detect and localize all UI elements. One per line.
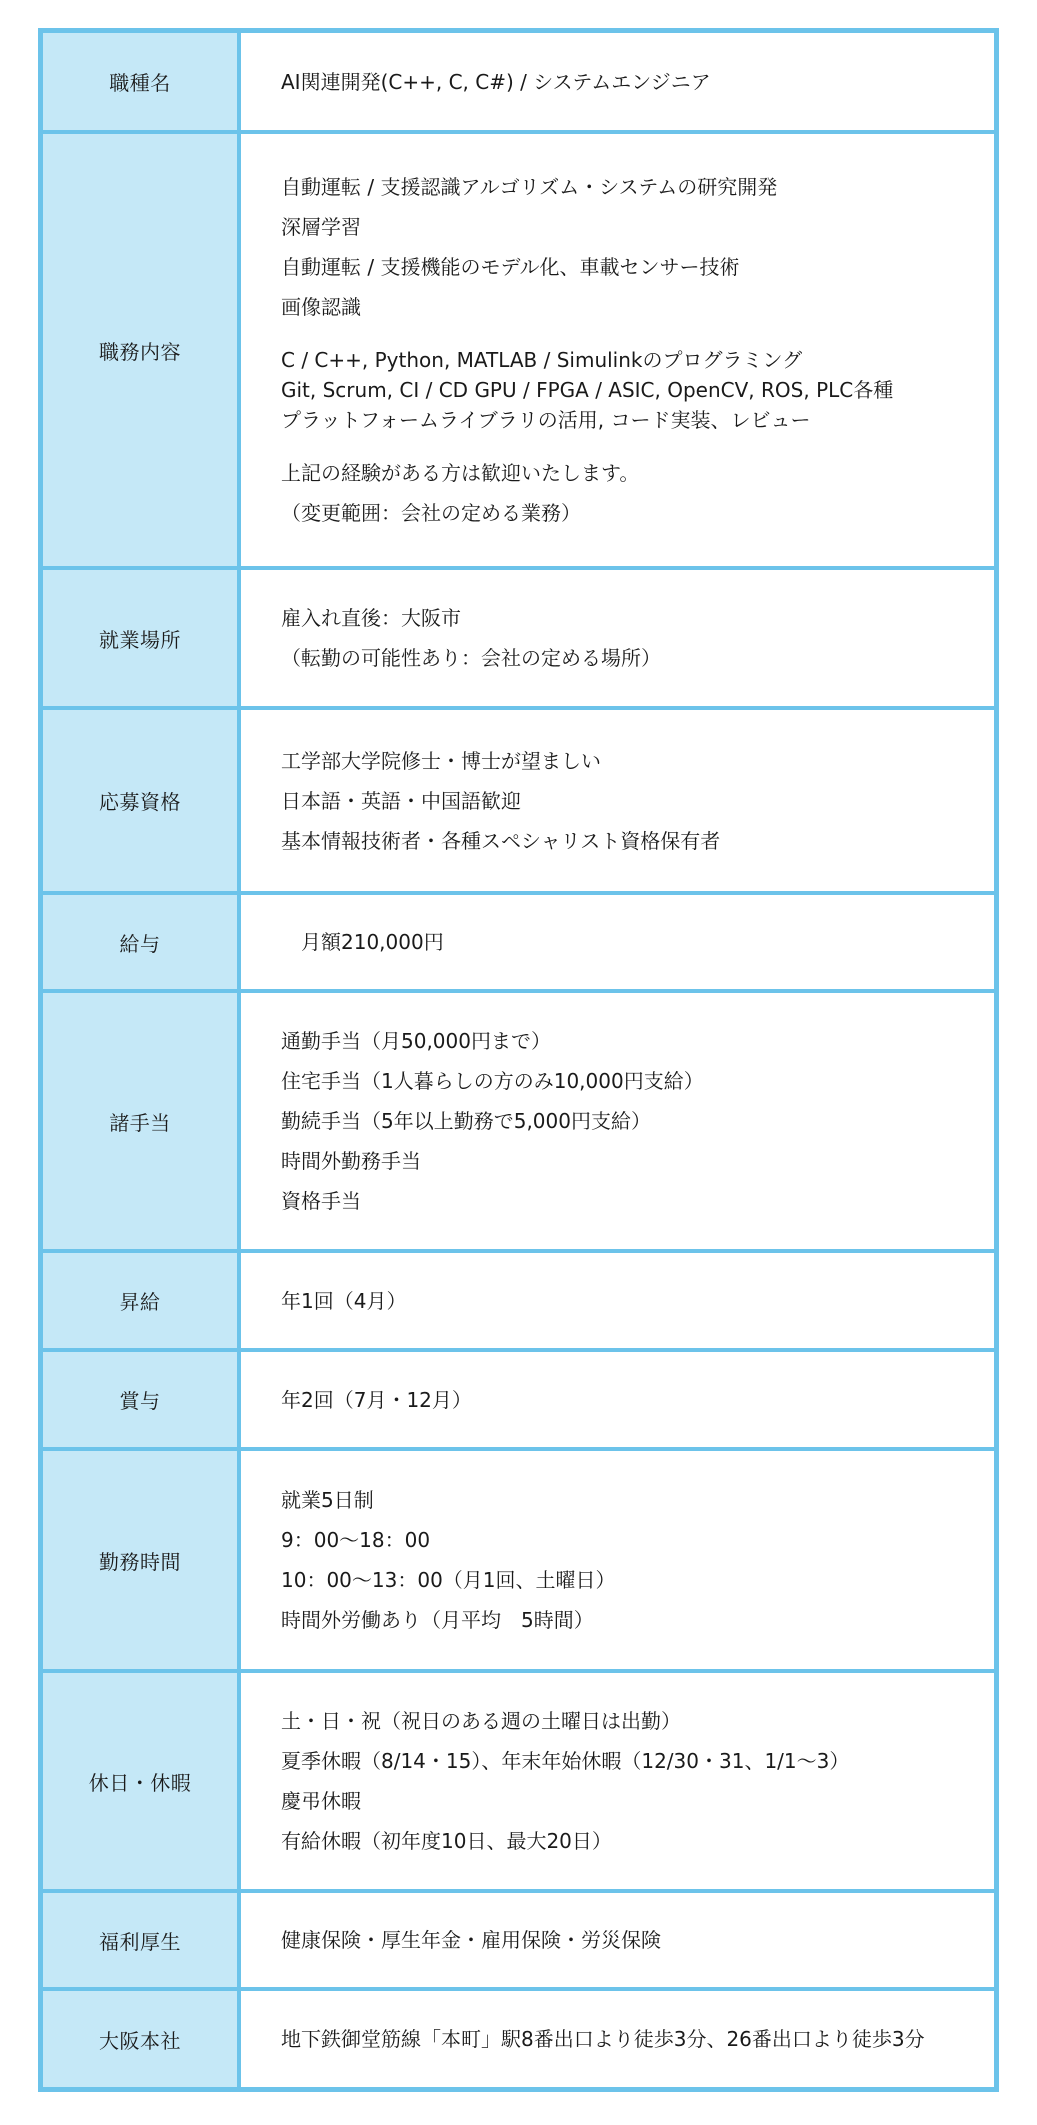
benefits-value: 健康保険・厚生年金・雇用保険・労災保険 bbox=[281, 1928, 661, 1952]
row-pay-raise bbox=[43, 1249, 994, 1348]
row-content bbox=[241, 1991, 994, 2087]
description-line: 画像認識 bbox=[281, 295, 361, 319]
salary-value: 月額210,000円 bbox=[301, 930, 444, 954]
row-content bbox=[241, 1451, 994, 1669]
bonus-value: 年2回（7月・12月） bbox=[281, 1387, 472, 1412]
row-holidays bbox=[43, 1669, 994, 1889]
qualification-line: 基本情報技術者・各種スペシャリスト資格保有者 bbox=[281, 828, 721, 853]
row-label: 応募資格 bbox=[43, 710, 241, 891]
row-content bbox=[241, 134, 994, 566]
job-title-value: AI関連開発(C++, C, C#) / システムエンジニア bbox=[281, 69, 711, 94]
row-content bbox=[241, 993, 994, 1249]
access-value: 地下鉄御堂筋線「本町」駅8番出口より徒歩3分、26番出口より徒歩3分 bbox=[281, 2027, 925, 2051]
row-benefits bbox=[43, 1889, 994, 1987]
spacer bbox=[281, 435, 994, 453]
row-label: 福利厚生 bbox=[43, 1893, 241, 1987]
row-job-description bbox=[43, 130, 994, 566]
row-label: 勤務時間 bbox=[43, 1451, 241, 1669]
allowance-line: 資格手当 bbox=[281, 1189, 361, 1213]
job-details-table bbox=[38, 28, 999, 2092]
holiday-line: 有給休暇（初年度10日、最大20日） bbox=[281, 1829, 612, 1853]
note-line: 上記の経験がある方は歓迎いたします。 bbox=[281, 461, 640, 485]
holiday-line: 夏季休暇（8/14・15）、年末年始休暇（12/30・31、1/1〜3） bbox=[281, 1749, 850, 1773]
row-label: 休日・休暇 bbox=[43, 1673, 241, 1889]
row-label: 職務内容 bbox=[43, 134, 241, 566]
row-label: 大阪本社 bbox=[43, 1991, 241, 2087]
row-work-location bbox=[43, 566, 994, 706]
row-content bbox=[241, 895, 994, 989]
hours-line: 10：00〜13：00（月1回、土曜日） bbox=[281, 1568, 616, 1592]
row-label: 職種名 bbox=[43, 33, 241, 130]
hours-line: 就業5日制 bbox=[281, 1488, 374, 1512]
hours-line: 9：00〜18：00 bbox=[281, 1528, 431, 1552]
location-line: （転勤の可能性あり：会社の定める場所） bbox=[281, 646, 661, 670]
row-working-hours bbox=[43, 1447, 994, 1669]
row-content bbox=[241, 710, 994, 891]
row-osaka-headquarters bbox=[43, 1987, 994, 2087]
row-allowances bbox=[43, 989, 994, 1249]
row-bonus bbox=[43, 1348, 994, 1447]
note-line: （変更範囲：会社の定める業務） bbox=[281, 501, 581, 525]
row-qualifications bbox=[43, 706, 994, 891]
skills-line: C / C++, Python, MATLAB / Simulinkのプログラミング bbox=[281, 348, 803, 372]
pay-raise-value: 年1回（4月） bbox=[281, 1288, 407, 1313]
allowance-line: 時間外勤務手当 bbox=[281, 1149, 421, 1173]
holiday-line: 慶弔休暇 bbox=[281, 1789, 361, 1813]
row-content bbox=[241, 1673, 994, 1889]
allowance-line: 住宅手当（1人暮らしの方のみ10,000円支給） bbox=[281, 1069, 704, 1093]
qualification-line: 工学部大学院修士・博士が望ましい bbox=[281, 748, 601, 773]
row-salary bbox=[43, 891, 994, 989]
row-label: 昇給 bbox=[43, 1253, 241, 1348]
holiday-line: 土・日・祝（祝日のある週の土曜日は出勤） bbox=[281, 1709, 681, 1733]
row-content bbox=[241, 1893, 994, 1987]
row-content bbox=[241, 1253, 994, 1348]
allowance-line: 勤続手当（5年以上勤務で5,000円支給） bbox=[281, 1109, 651, 1133]
description-line: 自動運転 / 支援機能のモデル化、車載センサー技術 bbox=[281, 255, 740, 279]
qualification-line: 日本語・英語・中国語歓迎 bbox=[281, 788, 521, 813]
row-job-title bbox=[43, 33, 994, 130]
row-content bbox=[241, 570, 994, 706]
description-line: 自動運転 / 支援認識アルゴリズム・システムの研究開発 bbox=[281, 175, 778, 199]
location-line: 雇入れ直後：大阪市 bbox=[281, 606, 461, 630]
row-content bbox=[241, 33, 994, 130]
hours-line: 時間外労働あり（月平均 5時間） bbox=[281, 1608, 594, 1632]
row-content bbox=[241, 1352, 994, 1447]
row-label: 諸手当 bbox=[43, 993, 241, 1249]
skills-line: Git, Scrum, CI / CD GPU / FPGA / ASIC, OpenCV, ROS, PLC各種 bbox=[281, 378, 894, 402]
skills-line: プラットフォームライブラリの活用, コード実装、レビュー bbox=[281, 408, 811, 432]
spacer bbox=[281, 327, 994, 345]
description-line: 深層学習 bbox=[281, 215, 361, 239]
row-label: 賞与 bbox=[43, 1352, 241, 1447]
allowance-line: 通勤手当（月50,000円まで） bbox=[281, 1029, 551, 1053]
row-label: 就業場所 bbox=[43, 570, 241, 706]
row-label: 給与 bbox=[43, 895, 241, 989]
